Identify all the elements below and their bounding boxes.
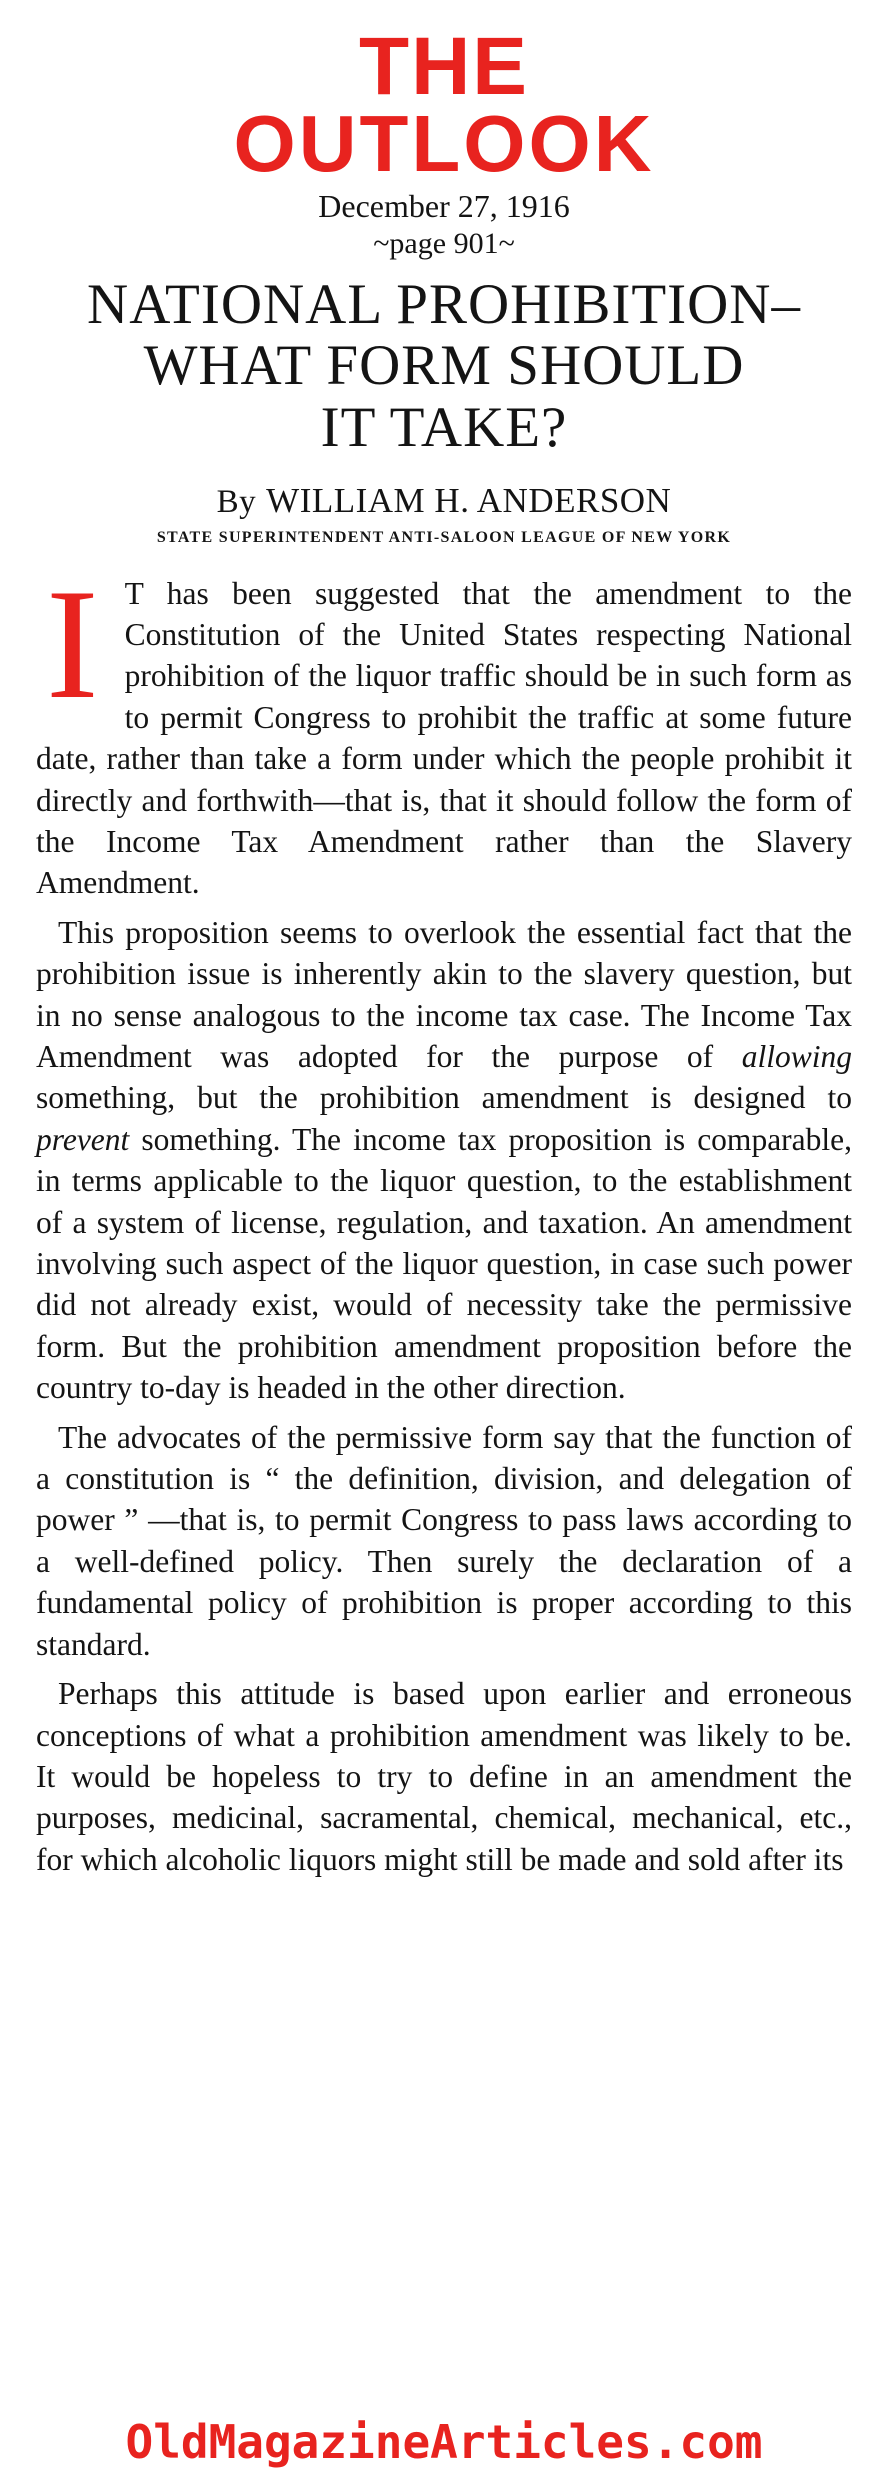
paragraph-3: The advocates of the permissive form say that the function of a constitution is “ the definition, division, and delegation of power ” —that is, to permit Congress to pass laws according to a well-defined policy. Then surely the declaration of a fundamental policy of prohibition is proper according to this standard.	[36, 1419, 852, 1662]
byline-author: WILLIAM H. ANDERSON	[266, 480, 672, 520]
headline-line-1: NATIONAL PROHIBITION–	[87, 272, 801, 336]
author-title: STATE SUPERINTENDENT ANTI-SALOON LEAGUE OF NEW YORK	[156, 528, 732, 546]
headline-line-3: IT TAKE?	[320, 395, 568, 459]
headline-line-2: WHAT FORM SHOULD	[143, 334, 745, 398]
masthead	[36, 21, 852, 188]
paragraph-2-text-c: something. The income tax proposition is comparable, in terms applicable to the liquor question, to the establishment of a system of license, regulation, and taxation. An amendment involving such aspect of the liquor question, in case such power did not already exist, would of necessity take the permissive form. But the prohibition amendment proposition before the country to-day is headed in the other direction.	[36, 1121, 852, 1406]
footer-watermark: OldMagazineArticles.com	[125, 2415, 763, 2469]
paragraph-2-text-a: This proposition seems to overlook the essential fact that the prohibition issue is inherently akin to the slavery question, but in no sense analogous to the income tax case. The Income Tax Amendment was adopted for the purpose of	[36, 914, 852, 1074]
paragraph-4: Perhaps this attitude is based upon earlier and erroneous conceptions of what a prohibition amendment was likely to be. It would be hopeless to try to define in an amendment the purposes, medicinal, sacramental, chemical, mechanical, etc., for which alcoholic liquors might still be made and sold after its	[36, 1676, 852, 1877]
page-reference: ~page 901~	[373, 226, 515, 260]
paragraph-2	[36, 912, 852, 1409]
byline-by: By	[216, 483, 257, 520]
drop-cap: I	[46, 556, 99, 732]
byline	[36, 481, 852, 521]
paragraph-1-text: T has been suggested that the amendment to the Constitution of the United States respecting National prohibition of the liquor traffic should be in such form as to permit Congress to prohibit the traffic at some future date, rather than take a form under which the people prohibit it directly and forthwith—that is, that it should follow the form of the Income Tax Amendment rather than the Slavery Amendment.	[36, 575, 852, 901]
emphasis-allowing: allowing	[741, 1039, 852, 1074]
article-headline	[36, 274, 852, 459]
emphasis-prevent: prevent	[36, 1121, 130, 1157]
article-body	[36, 556, 852, 1881]
paragraph-2-text-b: something, but the prohibition amendment is designed to	[36, 1080, 852, 1116]
paragraph-1	[36, 556, 852, 904]
masthead-outlook: OUTLOOK	[233, 98, 655, 188]
dateline: December 27, 1916	[318, 187, 570, 224]
masthead-the: THE	[359, 21, 529, 112]
